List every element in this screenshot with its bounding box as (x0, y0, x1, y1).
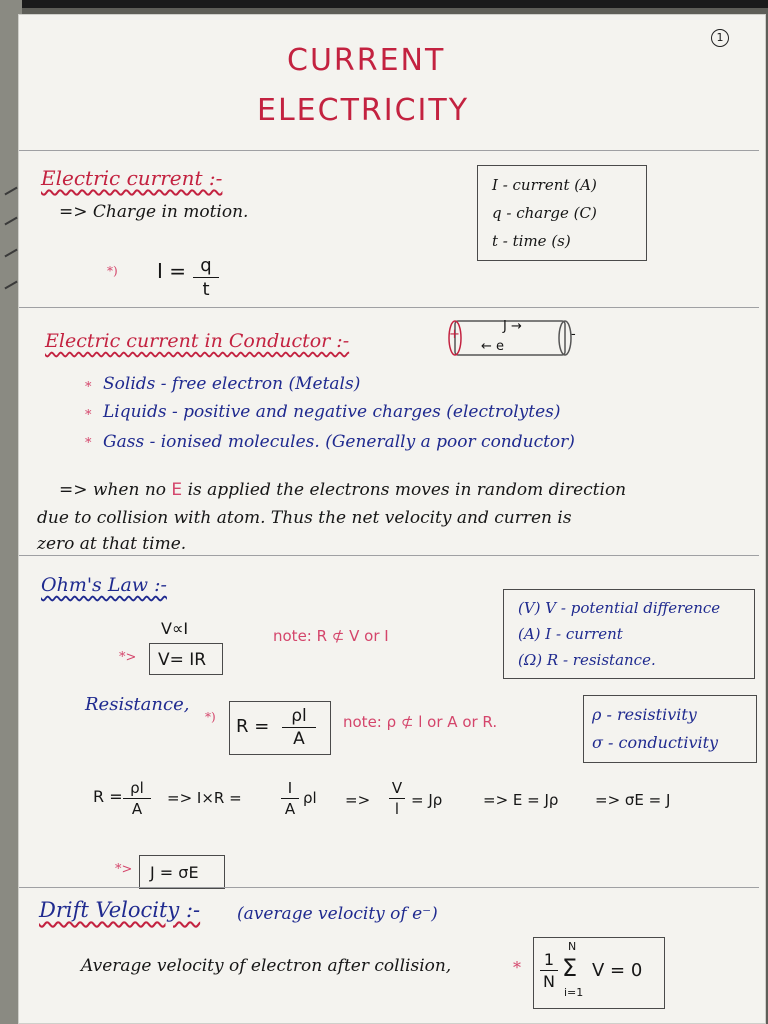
star-marker: *> (115, 862, 133, 877)
chain-r-fraction (123, 779, 151, 818)
section-divider (19, 307, 759, 308)
title-line1: CURRENT (287, 43, 446, 78)
sum-upper-limit: N (568, 940, 577, 953)
section-divider (19, 150, 759, 151)
page-number: 1 (711, 29, 729, 47)
fraction-denominator: t (202, 279, 210, 300)
resistivity-legend-box (583, 695, 757, 763)
section-divider (19, 555, 759, 556)
ohms-legend-box (503, 589, 755, 679)
conductor-item: Solids - free electron (Metals) (103, 374, 361, 394)
legend-item: I - current (A) (492, 176, 597, 194)
current-density-box (139, 855, 225, 889)
star-marker: *) (205, 710, 216, 724)
fraction-denominator: A (131, 800, 143, 818)
resistance-fraction (282, 706, 316, 749)
minus-terminal: - (571, 327, 576, 342)
legend-item: σ - conductivity (592, 733, 719, 752)
current-formula-lhs: I = (157, 259, 187, 283)
chain-v-tail: = Jρ (411, 791, 443, 809)
ohms-law-formula: V= IR (158, 650, 207, 670)
electric-field-symbol: E (171, 480, 183, 500)
random-motion-paragraph-line1 (59, 481, 626, 500)
top-shadow (0, 0, 768, 8)
chain-r-lhs: R = (93, 787, 123, 806)
para-pre: when no (92, 480, 167, 500)
arrow: => (59, 480, 88, 500)
summation-symbol: Σ (562, 954, 578, 982)
star-marker: *) (107, 264, 118, 278)
fraction-numerator: V (391, 779, 403, 797)
star-marker: * (85, 380, 92, 395)
drift-velocity-description: Average velocity of electron after collision, (81, 956, 452, 976)
title-line2: ELECTRICITY (257, 93, 470, 128)
resistance-formula-box (229, 701, 331, 755)
random-motion-paragraph-line2: due to collision with atom. Thus the net velocity and curren is (37, 508, 572, 528)
chain-step1: => I×R = (167, 789, 242, 807)
drift-velocity-heading: Drift Velocity :- (39, 898, 201, 922)
binding-mark (4, 217, 17, 226)
binding-mark (4, 187, 17, 196)
para-post: is applied the electrons moves in random direction (187, 480, 627, 500)
proportionality: V∝I (161, 619, 189, 638)
chain-i-tail: ρl (303, 789, 317, 807)
conductor-heading: Electric current in Conductor :- (45, 330, 350, 352)
chain-step4: => σE = J (595, 791, 671, 809)
electric-current-heading: Electric current :- (41, 166, 223, 190)
drift-velocity-note: (average velocity of e⁻) (237, 904, 438, 924)
sum-result: V = 0 (592, 960, 643, 981)
chain-i-fraction (281, 779, 299, 818)
conductor-item: Gass - ionised molecules. (Generally a poor conductor) (103, 432, 575, 452)
current-legend-box (477, 165, 647, 261)
note-resistivity-independent: note: ρ ⊄ l or A or R. (343, 713, 498, 731)
star-marker: * (85, 436, 92, 451)
fraction-numerator: I (287, 779, 293, 797)
resistance-lhs: R = (236, 716, 270, 737)
legend-item: ρ - resistivity (592, 705, 697, 724)
ohms-law-box (149, 643, 223, 675)
conductor-item: Liquids - positive and negative charges (electrolytes) (103, 402, 561, 422)
star-marker: * (513, 958, 521, 977)
current-density-arrow: J → (503, 319, 522, 334)
legend-item: (A) I - current (518, 625, 623, 643)
charge-in-motion-text: => Charge in motion. (59, 202, 249, 222)
current-formula-fraction (193, 255, 219, 300)
fraction-denominator: l (394, 800, 400, 818)
star-marker: * (85, 408, 92, 423)
ohms-law-heading: Ohm's Law :- (41, 574, 167, 596)
fraction-numerator: ρl (130, 779, 144, 797)
fraction-numerator: ρl (291, 706, 307, 726)
fraction-denominator: N (543, 972, 555, 991)
fraction-denominator: A (293, 729, 305, 749)
current-density-formula: J = σE (150, 863, 199, 882)
binding-mark (4, 281, 17, 290)
chain-step2: => (345, 791, 371, 809)
notebook-page (18, 14, 766, 1024)
legend-item: t - time (s) (492, 232, 571, 250)
fraction-denominator: A (284, 800, 296, 818)
fraction-numerator: q (200, 255, 212, 276)
chain-step3: => E = Jρ (483, 791, 559, 809)
binding-mark (4, 249, 17, 258)
legend-item: (V) V - potential difference (518, 599, 721, 617)
note-resistance-independent: note: R ⊄ V or I (273, 627, 389, 645)
resistance-label: Resistance, (85, 694, 190, 715)
plus-terminal: + (449, 327, 460, 342)
average-fraction (540, 950, 558, 991)
fraction-numerator: 1 (543, 950, 555, 969)
legend-item: q - charge (C) (492, 204, 597, 222)
star-marker: *> (119, 650, 137, 665)
section-divider (19, 887, 759, 888)
drift-velocity-formula-box (533, 937, 665, 1009)
random-motion-paragraph-line3: zero at that time. (37, 534, 187, 554)
sum-lower-limit: i=1 (564, 986, 584, 999)
legend-item: (Ω) R - resistance. (518, 651, 656, 669)
chain-v-fraction (389, 779, 405, 818)
electron-arrow: ← e (481, 339, 505, 354)
